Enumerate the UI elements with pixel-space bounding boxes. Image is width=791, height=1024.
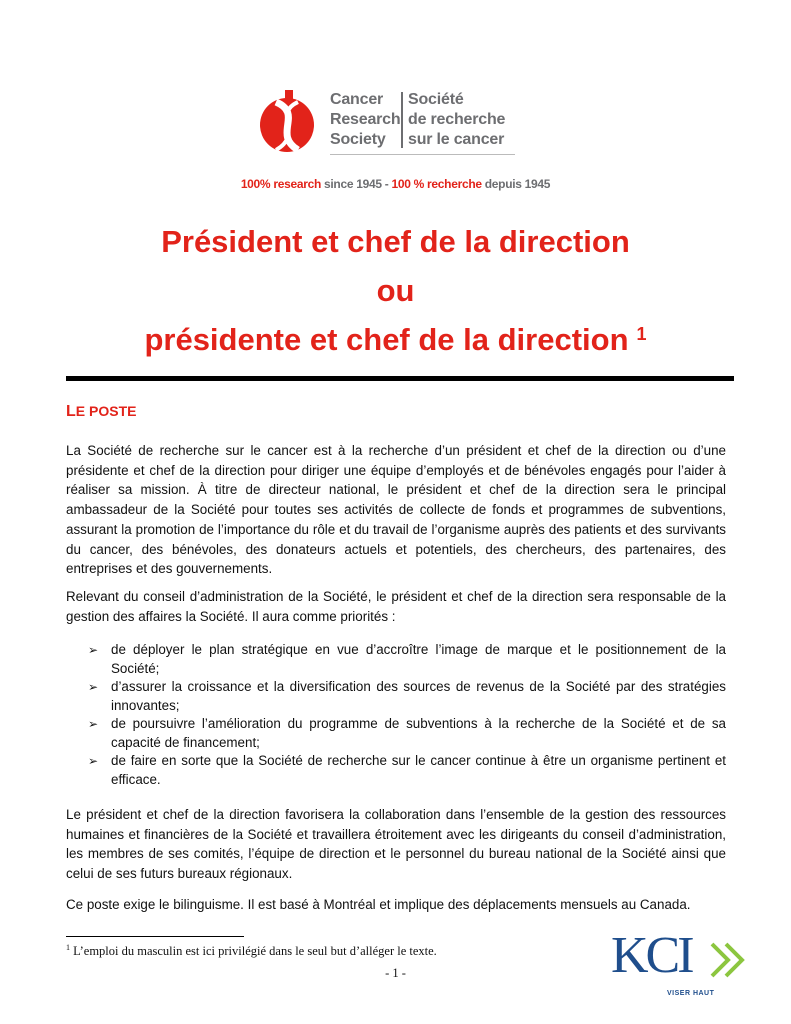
tagline-part: 100% research	[240, 177, 321, 191]
title-line-3-text: présidente et chef de la direction	[144, 322, 629, 357]
logo-fr-line: sur le cancer	[408, 131, 505, 148]
logo-fr-line: Société	[408, 91, 464, 108]
title-line-2: ou	[376, 273, 415, 308]
dna-ribbon-icon	[258, 88, 320, 160]
list-item	[66, 641, 726, 678]
title-rule	[66, 376, 734, 381]
list-item	[66, 715, 726, 752]
logo-underline	[330, 154, 515, 155]
section-heading-initial: L	[66, 403, 76, 420]
arrow-bullet-icon: ➢	[88, 754, 99, 768]
footnote	[66, 943, 437, 959]
page-number: - 1 -	[385, 966, 406, 980]
section-heading-rest: E POSTE	[75, 403, 137, 419]
crs-logo	[258, 86, 548, 166]
logo-en-line: Society	[330, 131, 386, 148]
arrow-bullet-icon: ➢	[88, 680, 99, 694]
logo-en-line: Research	[330, 111, 401, 128]
kci-logo	[611, 927, 751, 1002]
footnote-text: L’emploi du masculin est ici privilégié dans le seul but d’alléger le texte.	[70, 944, 437, 959]
logo-tagline	[0, 177, 791, 191]
title-line-1: Président et chef de la direction	[161, 224, 630, 259]
list-item	[66, 678, 726, 715]
tagline-part: since 1945 -	[320, 177, 392, 191]
kci-letters: KCI	[611, 927, 692, 984]
double-chevron-icon	[708, 938, 748, 982]
paragraph-intro: La Société de recherche sur le cancer est à la recherche d’un président et chef de la direction ou d’une présidente et chef de la direction pour diriger une équipe d’employés et de bénévoles engagés pour l’aider à réaliser sa mission. À titre de directeur national, le président et chef de la direction sera le principal ambassadeur de la Société pour toutes ses activités de collecte de fonds et programmes de subventions, assurant la promotion de l’importance du rôle et du travail de l’organisme auprès des patients et des survivants du cancer, des bénévoles, des donateurs actuels et potentiels, des chercheurs, des partenaires, des entreprises et des gouvernements.	[66, 443, 726, 577]
kci-tagline: VISER HAUT	[667, 990, 715, 997]
list-item-text: de déployer le plan stratégique en vue d’accroître l’image de marque et le positionnement de la Société;	[111, 642, 726, 676]
paragraph-reporting: Relevant du conseil d’administration de la Société, le président et chef de la direction sera responsable de la gestion des affaires la Société. Il aura comme priorités :	[66, 589, 726, 624]
list-item-text: de poursuivre l’amélioration du programme de subventions à la recherche de la Société et de sa capacité de financement;	[111, 716, 726, 750]
tagline-part: depuis 1945	[481, 177, 551, 191]
list-item-text: de faire en sorte que la Société de recherche sur le cancer continue à être un organisme pertinent et efficace.	[111, 753, 726, 787]
logo-divider	[401, 92, 403, 148]
tagline-part: 100 % recherche	[391, 177, 482, 191]
logo-en-line: Cancer	[330, 91, 384, 108]
priorities-list	[66, 641, 726, 789]
list-item-text: d’assurer la croissance et la diversification des sources de revenus de la Société par des stratégies innovantes;	[111, 679, 726, 713]
arrow-bullet-icon: ➢	[88, 643, 99, 657]
logo-fr-line: de recherche	[408, 111, 506, 128]
footnote-divider	[66, 936, 244, 937]
logo-english-name	[330, 90, 400, 150]
paragraph-bilingual: Ce poste exige le bilinguisme. Il est basé à Montréal et implique des déplacements mensuels au Canada.	[66, 897, 691, 912]
title-line-3	[0, 320, 791, 360]
arrow-bullet-icon: ➢	[88, 717, 99, 731]
paragraph-collaboration: Le président et chef de la direction favorisera la collaboration dans l’ensemble de la gestion des ressources humaines et financières de la Société et travaillera étroitement avec les dirigeants du conseil d’administration, les membres de ses comités, l’équipe de direction et le personnel du bureau national de la Société ainsi que celui de ses futurs bureaux régionaux.	[66, 807, 726, 882]
footnote-mark: 1	[66, 943, 70, 952]
section-heading	[66, 403, 136, 421]
list-item	[66, 752, 726, 789]
logo-french-name	[408, 90, 505, 150]
footnote-reference[interactable]: 1	[636, 324, 647, 344]
